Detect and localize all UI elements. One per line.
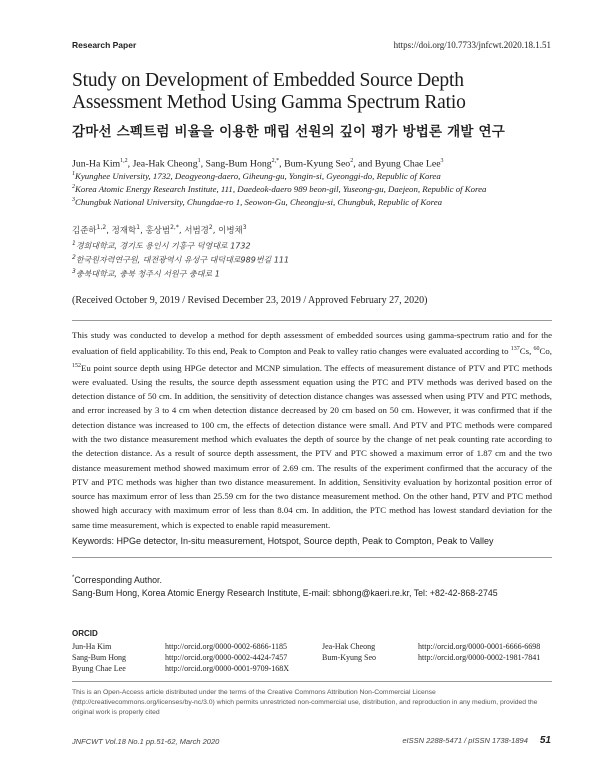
- abstract-text: point source depth using HPGe detector and MCNP simulation. The effects of measurement distance of PTV and PTC methods were evaluated. Using the results, the source depth assessment equation using the PTC and PTV methods was derived based on the detection distance of 50 cm. In addition, the sensitivity of detection distance changes was assessed when using PTV and PTC methods, and error increased by 3 to 4 cm when detection distance decreased by 20 cm based on 50 cm. However, it was confirmed that if the detection distance was increased to 100 cm, the effects of detection distance were small. And PTV and PTC methods were compared with the two distance measurement method which evaluates the depth of source by the change of net peak counting rate according to the detection distance. As a result of source depth assessment, the PTV and PTC showed a maximum error of 1.87 cm and the two distance measurement method showed maximum error of 2.69 cm. The results of the experiment confirmed that the accuracy of the PTV and PTC methods was higher than two distance measurement. In addition, Sensitivity evaluation by horizontal position error of source has maximum error of less than 25.59 cm for the two distance measurement method. On the other hand, PTV and PTC method showed high accuracy with maximum error of less than 8.04 cm. In addition, the PTC method has lowest standard deviation for the same time measurement, which is expected to enable rapid measurement.: [72, 362, 552, 530]
- affiliation-mark: 3: [72, 268, 76, 275]
- author-name-ko: 정재학: [111, 226, 137, 236]
- section-label: Research Paper: [72, 40, 137, 50]
- affiliation-mark: 1: [72, 171, 75, 177]
- orcid-link[interactable]: http://orcid.org/0000-0002-4424-7457: [165, 653, 288, 662]
- author-name-ko: 김준하: [72, 226, 97, 236]
- abstract-text: This study was conducted to develop a method for depth assessment of embedded sources using gamma-spectrum ratio and for the evaluation of field applicability. To this end, Peak to Compton and Peak to valley ratio changes were evaluated according to: [72, 330, 552, 357]
- affiliation-3: [72, 194, 552, 209]
- corresponding-detail: Sang-Bum Hong, Korea Atomic Energy Research Institute, E-mail: sbhong@kaeri.re.kr, Tel: +82-42-868-2745: [72, 587, 498, 598]
- orcid-row: [72, 652, 552, 663]
- affiliation-mark: 1: [72, 240, 76, 247]
- author-name: Jun-Ha Kim: [72, 158, 121, 170]
- keywords: Keywords: HPGe detector, In-situ measurement, Hotspot, Source depth, Peak to Compton, Peak to Valley: [72, 536, 494, 546]
- orcid-link[interactable]: http://orcid.org/0000-0002-1981-7841: [418, 653, 541, 662]
- author-affiliation-mark: 2: [350, 158, 354, 164]
- affiliation-mark: 2: [72, 184, 75, 190]
- orcid-row: [72, 663, 552, 674]
- divider: [72, 557, 552, 558]
- affiliation-ko-3: [72, 268, 220, 280]
- author-name: Bum-Kyung Seo: [284, 158, 351, 170]
- orcid-name: Jea-Hak Cheong: [322, 642, 376, 651]
- received-dates: (Received October 9, 2019 / Revised December 23, 2019 / Approved February 27, 2020): [72, 295, 428, 306]
- orcid-table: [72, 641, 552, 674]
- author-list-korean: 김준하$^{1,2}$, 정재학$^1$, 홍상범$^{2,*}$, 서범경$^2$, 이병채$^3$: [72, 224, 247, 236]
- orcid-link[interactable]: http://orcid.org/0000-0001-9709-168X: [165, 664, 290, 673]
- page-number: 51: [539, 735, 551, 746]
- isotope-mass: 152: [72, 362, 81, 369]
- orcid-name: Sang-Bum Hong: [72, 653, 126, 662]
- author-affiliation-mark: 1: [136, 224, 141, 232]
- paper-title-english: Study on Development of Embedded Source Depth Assessment Method Using Gamma Spectrum Ratio: [72, 70, 466, 113]
- author-list: Jun-Ha Kim$^{1,2}$, Jea-Hak Cheong$^1$, Sang-Bum Hong$^{2,*}$, Bum-Kyung Seo$^2$, and Byung Chae Lee$^3$: [72, 158, 444, 170]
- author-affiliation-mark: 1: [197, 158, 201, 164]
- author-affiliation-mark: 3: [242, 224, 247, 232]
- author-affiliation-mark: 1,2: [96, 224, 107, 232]
- author-name-ko: 서범경: [184, 226, 209, 236]
- isotope-mass: 137: [510, 346, 520, 353]
- orcid-link[interactable]: http://orcid.org/0000-0001-6666-6698: [418, 642, 541, 651]
- author-affiliation-mark: 3: [440, 158, 444, 164]
- affiliation-text: Chungbuk National University, Chungdae-ro 1, Seowon-Gu, Cheongju-si, Chungbuk, Republic of Korea: [75, 196, 443, 207]
- orcid-name: Bum-Kyung Seo: [322, 653, 376, 662]
- author-name: Byung Chae Lee: [374, 158, 441, 170]
- author-affiliation-mark: 1,2: [120, 158, 128, 164]
- corresponding-author: [72, 572, 552, 600]
- author-name-ko: 홍상범: [145, 226, 171, 236]
- author-name: Jea-Hak Cheong: [132, 158, 198, 170]
- doi-link[interactable]: https://doi.org/10.7733/jnfcwt.2020.18.1.51: [393, 40, 551, 50]
- affiliation-text: Korea Atomic Energy Research Institute, 111, Daedeok-daero 989 beon-gil, Yuseong-gu, Daejeon, Republic of Korea: [75, 183, 487, 194]
- author-affiliation-mark: 2,*: [271, 158, 280, 164]
- orcid-link[interactable]: [418, 663, 552, 674]
- license-notice: This is an Open-Access article distributed under the terms of the Creative Commons Attribution Non-Commercial License (http://creativecommons.org/licenses/by-nc/3.0) which permits unrestricted non-commercial use, distribution, and reproduction in any medium, provided the original work is properly cited: [72, 689, 538, 716]
- affiliation-text-ko: 한국원자력연구원, 대전광역시 유성구 대덕대로989번길 111: [75, 255, 290, 265]
- author-affiliation-mark: 2: [208, 224, 213, 232]
- affiliation-text-ko: 경희대학교, 경기도 용인시 기흥구 덕영대로 1732: [75, 241, 251, 251]
- orcid-name: Byung Chae Lee: [72, 664, 126, 673]
- paper-title-korean: 감마선 스펙트럼 비율을 이용한 매립 선원의 깊이 평가 방법론 개발 연구: [72, 124, 505, 140]
- isotope-symbol: Eu: [81, 362, 91, 373]
- orcid-link[interactable]: http://orcid.org/0000-0002-6866-1185: [165, 642, 287, 651]
- divider: [72, 681, 552, 682]
- divider: [72, 320, 552, 321]
- footer-issn: [402, 735, 551, 746]
- isotope-mass: 60: [533, 346, 540, 353]
- journal-citation: JNFCWT Vol.18 No.1 pp.51-62, March 2020: [72, 737, 220, 746]
- isotope-symbol: Co,: [539, 346, 552, 357]
- author-name: Sang-Bum Hong: [205, 158, 272, 170]
- orcid-name: Jun-Ha Kim: [72, 642, 112, 651]
- issn-text: eISSN 2288-5471 / pISSN 1738-1894: [402, 736, 528, 745]
- orcid-heading: ORCID: [72, 629, 98, 638]
- affiliation-mark: 2: [72, 254, 76, 261]
- affiliation-ko-2: [72, 254, 289, 266]
- affiliation-text: Kyunghee University, 1732, Deogyeong-daero, Giheung-gu, Yongin-si, Gyeonggi-do, Republic of Korea: [75, 170, 441, 181]
- abstract: [72, 328, 552, 532]
- author-name-ko: 이병채: [218, 226, 243, 236]
- affiliation-text-ko: 충북대학교, 충북 청주시 서원구 충대로 1: [75, 269, 220, 279]
- affiliation-mark: 3: [72, 197, 75, 203]
- orcid-name: [322, 663, 418, 674]
- affiliation-ko-1: [72, 240, 251, 252]
- author-affiliation-mark: 2,*: [170, 224, 179, 232]
- corresponding-mark: *: [72, 575, 75, 581]
- corresponding-label: Corresponding Author.: [74, 574, 162, 585]
- orcid-row: [72, 641, 552, 652]
- isotope-symbol: Cs,: [519, 346, 534, 357]
